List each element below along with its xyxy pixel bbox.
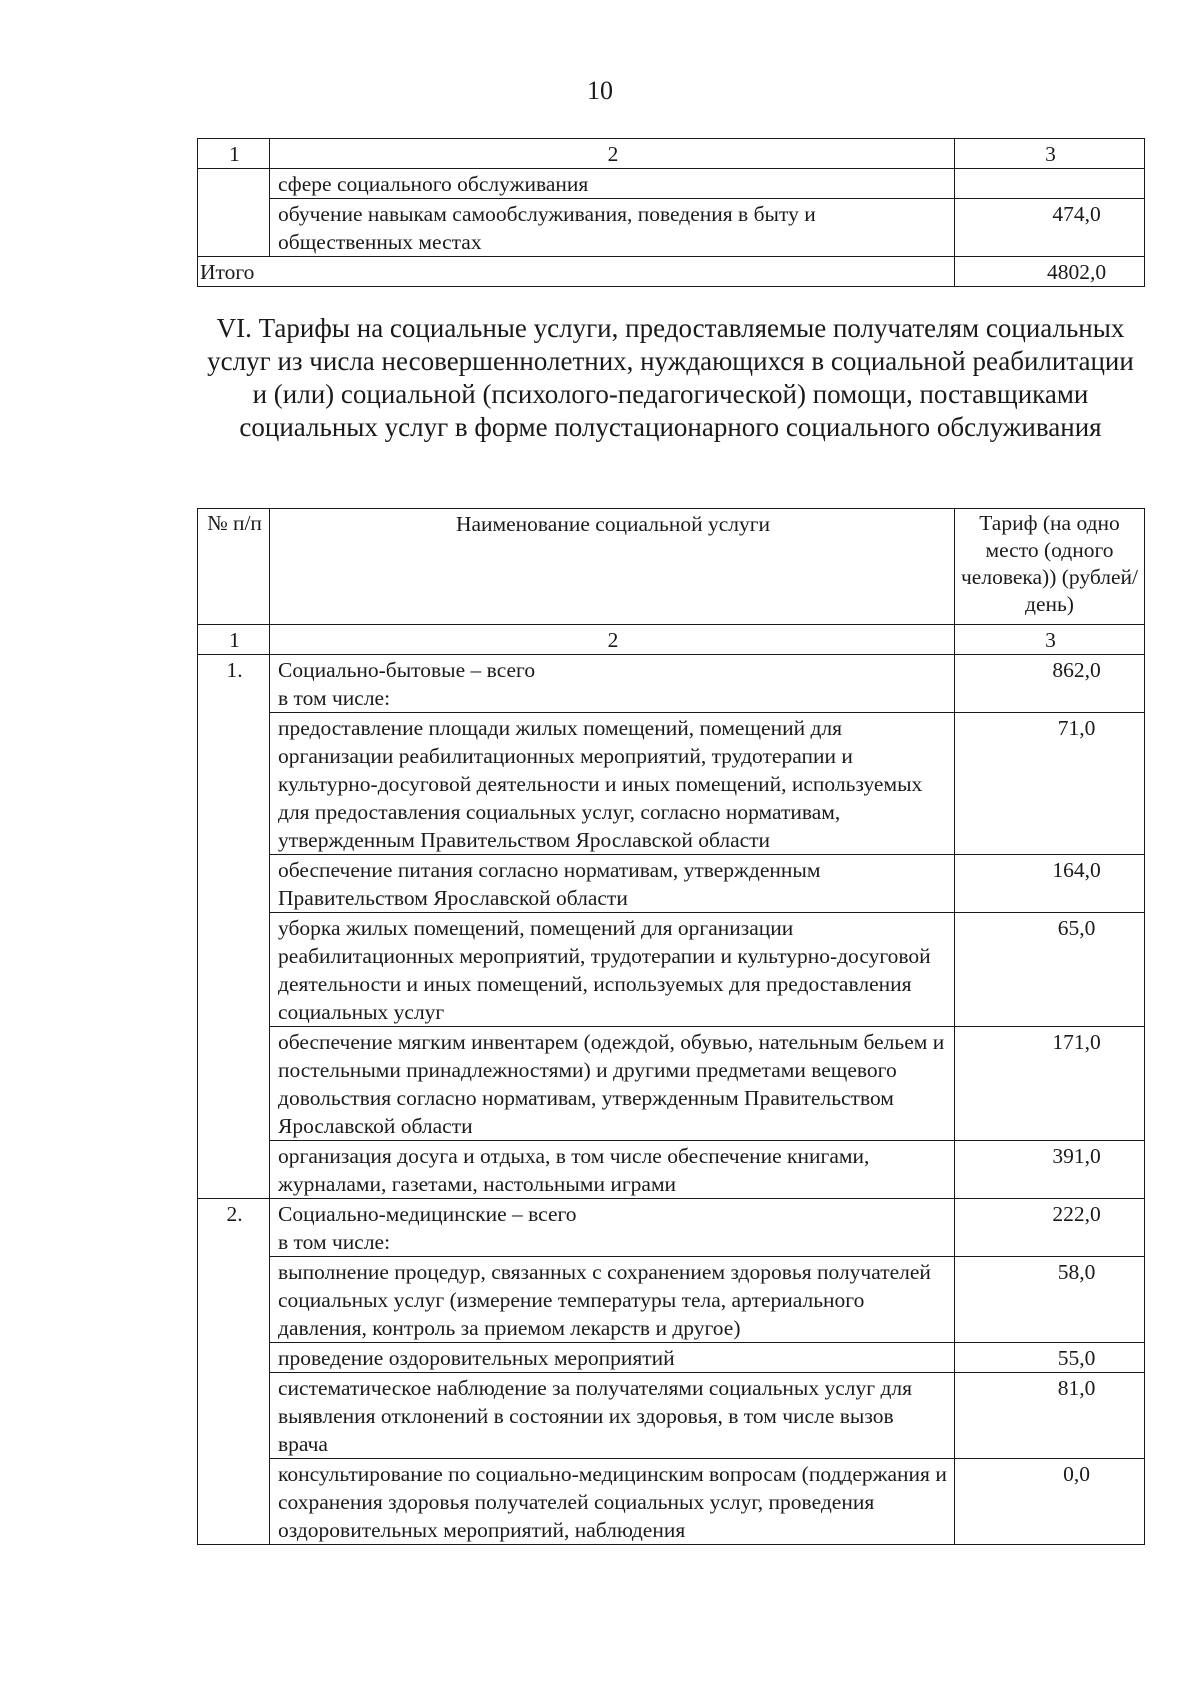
continued-tariff-table (197, 138, 1145, 287)
page-number: 10 (587, 76, 613, 105)
tariff-cell: 58,0 (955, 1257, 1145, 1343)
group-title-cell (270, 1199, 955, 1257)
group-row (198, 1199, 1145, 1257)
col-number-1: 1 (198, 139, 270, 169)
row-number-cell (198, 1343, 270, 1373)
table-row (198, 713, 1145, 855)
tariff-cell: 55,0 (955, 1343, 1145, 1373)
service-name-cell: сфере социального обслуживания (270, 169, 955, 199)
tariff-cell: 0,0 (955, 1459, 1145, 1545)
tariff-cell: 71,0 (955, 713, 1145, 855)
total-row (198, 257, 1145, 287)
row-number-cell (198, 1257, 270, 1343)
group-number: 1. (198, 655, 270, 713)
service-name-cell: организация досуга и отдыха, в том числе обеспечение книгами, журналами, газетами, настольными играми (270, 1141, 955, 1199)
table-row (198, 1027, 1145, 1141)
table-row (198, 1343, 1145, 1373)
tariff-table (197, 508, 1145, 1545)
service-name-cell: систематическое наблюдение за получателями социальных услуг для выявления отклонений в состоянии их здоровья, в том числе вызов врача (270, 1373, 955, 1459)
column-number-row (198, 139, 1145, 169)
table-row (198, 1459, 1145, 1545)
tariff-cell: 171,0 (955, 1027, 1145, 1141)
tariff-cell: 81,0 (955, 1373, 1145, 1459)
service-name-cell: предоставление площади жилых помещений, помещений для организации реабилитационных мероприятий, трудотерапии и культурно-досуговой деятельности и иных помещений, используемых для предоставления социальных услуг, согласно нормативам, утвержденным Правительством Ярославской области (270, 713, 955, 855)
row-number-cell (198, 1459, 270, 1545)
table-row (198, 1373, 1145, 1459)
service-name-cell: уборка жилых помещений, помещений для организации реабилитационных мероприятий, трудотерапии и культурно-досуговой деятельности и иных помещений, используемых для предоставления социальных услуг (270, 913, 955, 1027)
table-row (198, 199, 1145, 257)
table-row (198, 1257, 1145, 1343)
row-number-cell (198, 1141, 270, 1199)
group-title: Социально-медицинские – всего (278, 1202, 577, 1226)
group-title: Социально-бытовые – всего (278, 658, 536, 682)
column-number-row (198, 625, 1145, 655)
row-number-cell (198, 199, 270, 257)
row-number-cell (198, 1027, 270, 1141)
group-total: 222,0 (955, 1199, 1145, 1257)
row-number-cell (198, 713, 270, 855)
service-name-cell: обеспечение питания согласно нормативам, утвержденным Правительством Ярославской области (270, 855, 955, 913)
header-number: № п/п (198, 509, 270, 625)
tariff-cell: 474,0 (955, 199, 1145, 257)
tariff-cell (955, 169, 1145, 199)
table-row (198, 169, 1145, 199)
service-name-cell: обеспечение мягким инвентарем (одеждой, обувью, нательным бельем и постельными принадлежностями) и другими предметами вещевого довольствия согласно нормативам, утвержденным Правительством Ярославской области (270, 1027, 955, 1141)
service-name-cell: консультирование по социально-медицинским вопросам (поддержания и сохранения здоровья получателей социальных услуг, проведения оздоровительных мероприятий, наблюдения (270, 1459, 955, 1545)
total-label: Итого (198, 257, 955, 287)
col-number-3: 3 (955, 139, 1145, 169)
row-number-cell (198, 913, 270, 1027)
group-subtitle: в том числе: (278, 1230, 391, 1254)
table-row (198, 913, 1145, 1027)
service-name-cell: обучение навыкам самообслуживания, поведения в быту и общественных местах (270, 199, 955, 257)
total-value: 4802,0 (955, 257, 1145, 287)
header-tariff: Тариф (на одно место (одного человека)) (рублей/день) (955, 509, 1145, 625)
row-number-cell (198, 1373, 270, 1459)
service-name-cell: выполнение процедур, связанных с сохранением здоровья получателей социальных услуг (измерение температуры тела, артериального давления, контроль за приемом лекарств и другое) (270, 1257, 955, 1343)
col-number-2: 2 (270, 139, 955, 169)
col-number-1: 1 (198, 625, 270, 655)
header-service-name: Наименование социальной услуги (270, 509, 955, 625)
header-row (198, 509, 1145, 625)
group-row (198, 655, 1145, 713)
group-number: 2. (198, 1199, 270, 1257)
row-number-cell (198, 855, 270, 913)
section-title: VI. Тарифы на социальные услуги, предоставляемые получателям социальных услуг из числа несовершеннолетних, нуждающихся в социальной реабилитации и (или) социальной (психолого-педагогической) помощи, поставщиками социальных услуг в форме полустационарного социального обслуживания (207, 313, 1134, 442)
row-number-cell (198, 169, 270, 199)
tariff-cell: 391,0 (955, 1141, 1145, 1199)
col-number-3: 3 (955, 625, 1145, 655)
tariff-cell: 65,0 (955, 913, 1145, 1027)
group-subtitle: в том числе: (278, 686, 391, 710)
group-total: 862,0 (955, 655, 1145, 713)
table-row (198, 1141, 1145, 1199)
col-number-2: 2 (270, 625, 955, 655)
table-row (198, 855, 1145, 913)
service-name-cell: проведение оздоровительных мероприятий (270, 1343, 955, 1373)
tariff-cell: 164,0 (955, 855, 1145, 913)
group-title-cell (270, 655, 955, 713)
